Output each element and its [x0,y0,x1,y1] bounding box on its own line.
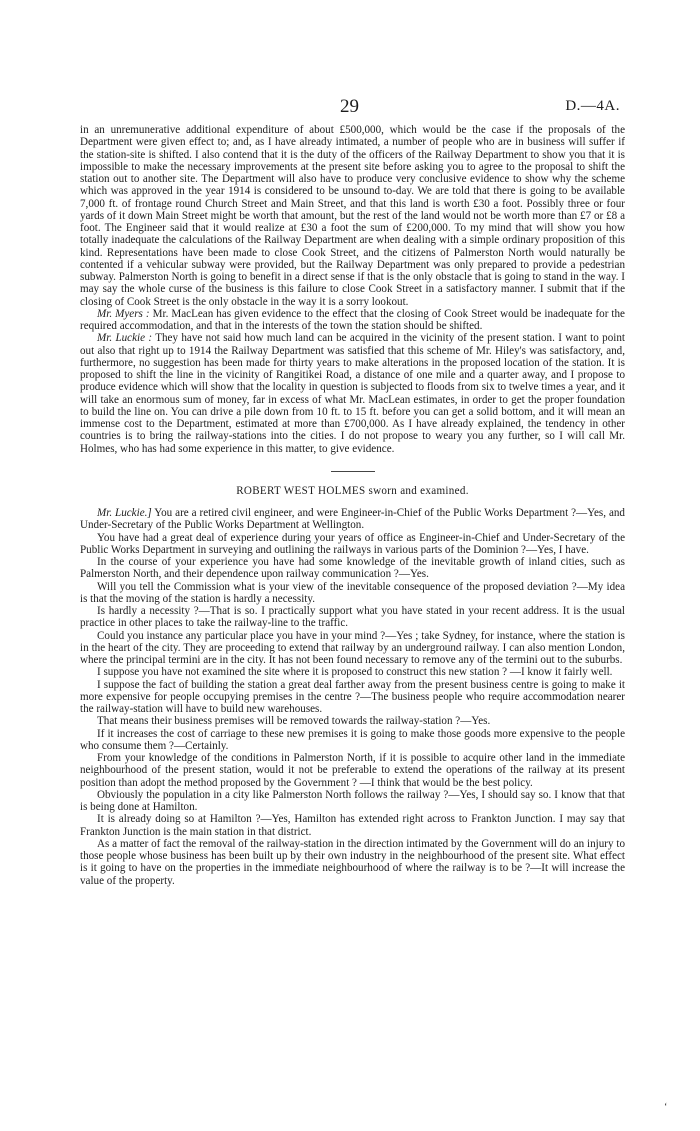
document-body [80,124,625,887]
paragraph-text: If it increases the cost of carriage to these new premises it is going to make those goods more expensive to the people who consume them ?—Certainly. [80,727,625,752]
paragraph [80,838,625,887]
paragraph-text: Could you instance any particular place you have in your mind ?—Yes ; take Sydney, for instance, where the station is in the heart of the city. They are proceeding to extend that railway by an underground railway. I can also mention London, where the principal termini are in the city. It has not been found necessary to remove any of the termini out to the suburbs. [80,629,625,666]
margin-mark: ‘ [664,1102,668,1113]
paragraph [80,728,625,753]
examination-section [80,507,625,887]
paragraph-text: In the course of your experience you have had some knowledge of the inevitable growth of inland cities, such as Palmerston North, and their dependence upon railway communication ?—Yes. [80,556,625,581]
speaker-label: Mr. Luckie.] [97,507,152,519]
paragraph-text: You are a retired civil engineer, and were Engineer-in-Chief of the Public Works Department ?—Yes, and Under-Secretary of the Public Works Department at Wellington. [80,507,625,532]
paragraph-text: I suppose you have not examined the site where it is proposed to construct this new station ? —I know it fairly well. [97,666,613,679]
paragraph-text: Mr. MacLean has given evidence to the effect that the closing of Cook Street would be inadequate for the required accommodation, and that in the interests of the town the station should be shifted. [80,307,625,332]
paragraph-text: You have had a great deal of experience during your years of office as Engineer-in-Chief and Under-Secretary of the Public Works Department in surveying and outlining the railways in various parts of the Dominion ?—Yes, I have. [80,531,625,556]
paragraph [80,666,625,678]
paragraph [80,124,625,308]
paragraph [80,605,625,630]
paragraph-text: Obviously the population in a city like Palmerston North follows the railway ?—Yes, I should say so. I know that that is being done at Hamilton. [80,788,625,813]
paragraph [80,789,625,814]
paragraph-text: I suppose the fact of building the station a great deal farther away from the present business centre is going to make it more expensive for people occupying premises in the centre ?—The business people who require accommodation nearer the railway-station will have to build new warehouses. [80,678,625,715]
paragraph [80,581,625,606]
paragraph [80,715,625,727]
address-section [80,124,625,455]
speaker-label: Mr. Myers : [97,307,150,320]
paragraph [80,679,625,716]
paragraph-text: As a matter of fact the removal of the railway-station in the direction intimated by the Government will do an injury to those people whose business has been built up by their own industry in the neighbourhood of the present site. What effect is it going to have on the properties in the immediate neighbourhood of where the railway is to be ?—It will increase the value of the property. [80,837,625,887]
speaker-label: Mr. Luckie : [97,332,153,345]
paragraph [80,630,625,667]
paragraph [80,308,625,333]
page-number: 29 [340,96,359,117]
section-reference: D.—4A. [565,98,620,114]
paragraph [80,752,625,789]
paragraph-text: Will you tell the Commission what is your view of the inevitable consequence of the proposed deviation ?—My idea is that the moving of the station is hardly a necessity. [80,580,625,605]
paragraph-text: That means their business premises will be removed towards the railway-station ?—Yes. [97,715,491,728]
paragraph-text: They have not said how much land can be acquired in the vicinity of the present station. I want to point out also that right up to 1914 the Railway Department was satisfied that this scheme of Mr. Hiley's was satisfactory, and, furthermore, no suggestion has been made for thirty years to make alterations in the proposed location of the station. It is proposed to shift the line in the vicinity of Rangitikei Road, a distance of one mile and a quarter away, and I propose to produce evidence which will show that the locality in question is subjected to floods from six to twelve times a year, and it will take an enormous sum of money, far in excess of what Mr. MacLean estimates, in order to get the proper foundation to build the line on. You can drive a pile down from 10 ft. to 15 ft. before you can get a solid bottom, and it will mean an immense cost to the Department, estimated at more than £700,000. As I have already explained, the tendency in other countries is to bring the railway-stations into the cities. I do not propose to weary you any further, so I will call Mr. Holmes, who has had some experience in this matter, to give evidence. [80,332,625,455]
paragraph-text: It is already doing so at Hamilton ?—Yes, Hamilton has extended right across to Frankton Junction. I may say that Frankton Junction is the main station in that district. [80,813,625,838]
paragraph [80,556,625,581]
paragraph [80,507,625,532]
paragraph [80,813,625,838]
paragraph-text: From your knowledge of the conditions in Palmerston North, if it is possible to acquire other land in the immediate neighbourhood of the present station, would it not be preferable to extend the operations of the railway at its present position than adopt the method proposed by the Government ? —I think that would be the best policy. [80,752,625,789]
paragraph-text: Is hardly a necessity ?—That is so. I practically support what you have stated in your recent address. It is the usual practice in other places to take the railway-line to the traffic. [80,605,625,630]
paragraph-text: in an unremunerative additional expenditure of about £500,000, which would be the case if the proposals of the Department were given effect to; and, as I have already intimated, a number of people who are in business will suffer if the station-site is shifted. I also contend that it is the duty of the officers of the Railway Department to show you that it is impossible to make the necessary improvements at the present site before asking you to agree to the proposal to shift the station out to another site. The Department will also have to produce very conclusive evidence to show why the scheme which was approved in the year 1914 is considered to be unsound to-day. We are told that there is going to be available 7,000 ft. of frontage round Church Street and Main Street, and that this land is worth £30 a foot. Possibly three or four yards of it down Main Street might be worth that amount, but the rest of the land would not be worth more than £7 or £8 a foot. The Engineer said that it would realize at £30 a foot the sum of £200,000. To my mind that will show you how totally inadequate the calculations of the Railway Department are when dealing with a simple ordinary proposition of this kind. Representations have been made to close Cook Street, and the citizens of Palmerston North would naturally be contented if a vehicular subway were provided, but the Railway Department was only prepared to provide a pedestrian subway. Palmerston North is going to benefit in a direct sense if that is the only obstacle that is going to stand in the way. I may say the whole curse of the business is this failure to close Cook Street in a satisfactory manner. I submit that if the closing of Cook Street is the only obstacle in the way it is a sorry lookout. [80,124,625,308]
witness-heading: ROBERT WEST HOLMES sworn and examined. [236,484,469,497]
section-divider [331,471,375,472]
paragraph [80,332,625,455]
paragraph [80,532,625,557]
page-header [0,96,700,122]
